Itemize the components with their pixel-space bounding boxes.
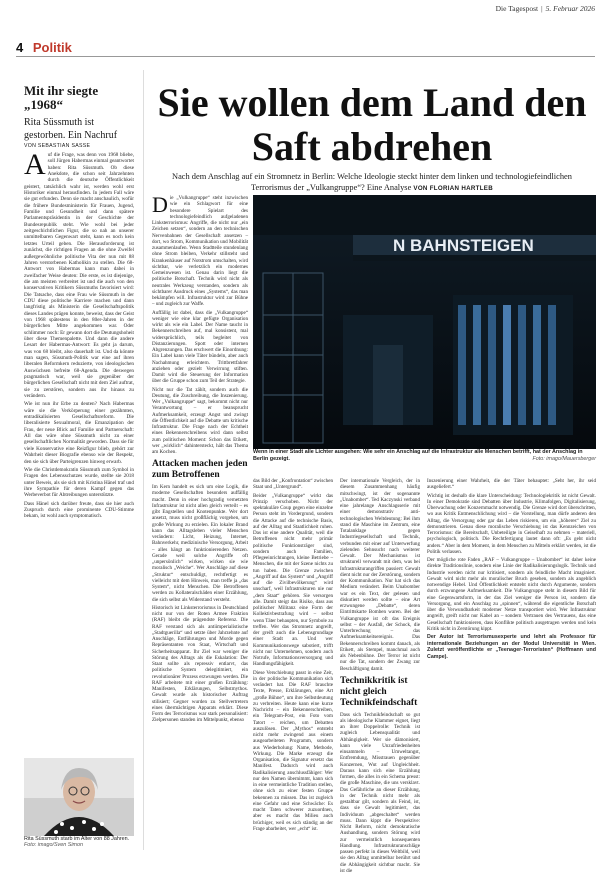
- section-header: [16, 40, 136, 56]
- masthead-date: 5. Februar 2026: [545, 4, 595, 13]
- photo-sign-text: N BAHNSTEIGEN: [393, 236, 534, 255]
- article-column-3: [340, 478, 420, 874]
- obituary-dropcap: A: [24, 148, 46, 181]
- article-deck: [152, 172, 592, 194]
- article-photo-caption-text: Wenn in einer Stadt alle Lichter ausgehen: Wie sehr ein Anschlag auf die Infrastruktur alle Menschen betrifft, hat der Anschlag in Berlin gezeigt.: [253, 449, 583, 462]
- masthead-paper: Die Tagespost: [495, 4, 539, 13]
- author-note: Der Autor ist Terrorismusexperte und lehrt als Professor für internationale Beziehungen an der Modul Universität in Wien. Zuletzt veröffentlichte er „Teenager-Terroristen“ (Hoffmann und Campe).: [427, 634, 596, 660]
- obituary-byline: VON SEBASTIAN SASSE: [24, 143, 91, 149]
- article-paragraph: Beider „Vulkangruppe“ wirkt das Prinzip verschoben. Nicht der spektakuläre Coup gegen eine einzelne Person steht im Vordergrund, sondern die Attacke auf die technische Basis, auf der Alltag und Staatlichkeit ruhen. Das ist eine andere Qualität, weil die Betroffenen nicht mehr primär politische Funktionsträger sind, sondern auch Familien, Pflegeeinrichtungen, kleine Betriebe – Menschen, die mit der Szene nichts zu tun haben. Die Grenze zwischen „Angriff auf das System“ und „Angriff auf die Zivilbevölkerung“ wird unscharf, weil Infrastrukturen nie nur „dem Staat“ gehören. Sie versorgen alle. Damit steigt das Risiko, dass aus politischer Militanz eine Form der Kollektivbestrafung wird – selbst wenn Täter behaupten, nur Symbole zu treffen. Wer das Stromnetz angreift, der greift auch die Lebensgrundlage einer Stadt an. Und wer Kommunikationswege sabotiert, trifft nicht nur Unternehmen, sondern auch Notrufe, Informationsversorgung und Handlungsfähigkeit.: [253, 492, 333, 668]
- article-byline: VON FLORIAN HARTLEB: [413, 184, 493, 192]
- article-photo-caption: [253, 449, 596, 463]
- station-sign-illustration: [253, 195, 596, 449]
- obituary-caption: [24, 836, 136, 849]
- article-paragraph: ie „Vulkangruppe“ steht inzwischen wie ein Schlagwort für eine besondere Spielart des technologiefeindlich aufgeladenen Linksterrorismus: Angriffe, die nicht nur „ein Zeichen setzen“, sondern an den technischen Nervenbahnen der Gesellschaft ansetzen – dort, wo Strom, Kommunikation und Mobilität zusammenlaufen. Wenn Stadtteile stundenlang ohne Strom bleiben, Verkehr stillsteht und Krankenhäuser auf Notstrom umschalten, wird sichtbar, wie verletzlich ein modernes Gemeinwesen ist. Genau darin liegt die politische Botschaft. Technik wird nicht als neutrales Werkzeug verstanden, sondern als sichtbarer Ausdruck eines „Systems“, das man bekämpfen will. Infrastruktur wird zur Bühne – und zugleich zur Waffe.: [152, 195, 248, 308]
- article-paragraph: Diese Verschiebung passt in eine Zeit, in der politische Kommunikation sich verändert hat. Die RAF brauchte Texte, Presse, Erklärungen, eine Art „große Bühne“, um ihre Selbstdeutung zu verbreiten. Heute kann eine kurze Nachricht – ein Bekennerschreiben, ein Telegram-Post, ein Foto vom Tatort – reichen, um Debatten auszulösen. Der „Mythos“ entsteht nicht mehr zwingend aus einem ausgearbeiteten Programm, sondern aus Wiederholung: Name, Methode, Wirkung. Die Marke erzeugt die Organisation, die Signatur ersetzt das Manifest. Dadurch wird auch Radikalisierung anschlussfähiger: Wer nur den Namen übernimmt, kann sich in eine vermeintliche Tradition stellen, ohne sich zu einer festen Gruppe bekennen zu müssen. Das ist zugleich eine Gefahr und eine Schwäche: Es macht Taten schwerer zuzuordnen, aber es macht das Milieu auch brüchiger, weil es sich ständig an der Frage abarbeitet, wer „echt“ ist.: [253, 669, 333, 832]
- article-paragraph: Im Kern handelt es sich um eine Logik, die moderne Gesellschaften besonders auffällig macht. Denn in einer hochgradig vernetzten Infrastruktur ist nicht allen gleich verteilt – es gibt Engstellen und Knotenpunkte. Wer dort ansetzt, muss nicht großflächig vorgehen, um große Wirkung zu erzielen. Ein lokaler Brand kann das Alltagsleben vieler Menschen verändern: Licht, Heizung, Internet, Bahnverkehr, medizinische Versorgung, Arbeit – alles hängt an funktionierenden Netzen. Gerade weil solche Angriffe oft „unpersönlich“ wirken, wirken sie wie moralisch „Weiche“. Wer Anschläge auf diese „Struktur“ entschuldigt, rechtfertigt es vielleicht mit dem Hinweis, man treffe ja „das System“, nicht Menschen. Die Betroffenen werden zu Kollateralschäden einer Erzählung, die sich selbst als Widerstand versteht.: [152, 484, 248, 603]
- obituary-sub-line1: Rita Süssmuth ist: [24, 117, 95, 128]
- article-column-1: [152, 192, 248, 855]
- article-headline: [152, 81, 592, 169]
- obituary-headline: [24, 84, 134, 113]
- article-paragraph: Dass sich Technikfeindschaft so gut als ideologische Klammer eignet, liegt an ihrer Doppelrolle: Technik ist zugleich Lebensqualität und Abhängigkeit. Wer sie dämonisiert, kann viele Unzufriedenheiten einsammeln – Umweltangst, Entfremdung, Misstrauen gegenüber Konzernen, Wut auf Ungleichheit. Daraus kann sich eine Erzählung formen, die alles in ein Schema presst: die große Maschine, die uns versklavt. Das Gefährliche an dieser Erzählung, in der Technik nicht mehr als gestaltbar gilt, sondern als Feind, ist, dass sie Gewalt legitimiert, das Individuum „abgeschaltet“ werden muss. Dann kippt die Perspektive: Nicht Reform, nicht demokratische Aushandlung, sondern Störung wird zur vermeintlich konsequenten Handlung. Infrastrukturanschläge passen perfekt in dieses Weltbild, weil sie den Alltag unmittelbar berührt und die Abhängigkeit sichtbar macht. Sie ist die: [340, 711, 420, 874]
- article-column-2: [253, 478, 333, 856]
- article-paragraph: Der mögliche rote Faden „RAF – Vulkangruppe – Unabomber“ ist daher keine direkte Traditionslinie, sondern eine Linie der Radikalisierungslogik. Technik und Industrie werden nicht nur kritisiert, sondern als feindliche Macht imaginiert. Gewalt wird nicht mehr als moralischer Bruch gesehen, sondern als angeblich notwendige Hebel. Und Öffentlichkeit entsteht nicht durch Argumente, sondern durch erzwungene Aufmerksamkeit. Die Vulkangruppe steht in diesem Bild für eine Gegenwartsform, in der das Ziel weniger die Person ist, sondern die Versorgung, und ein Anschlag zu „spinnen“, während die eigentliche Botschaft über die Verwundbarkeit moderner Netze transportiert wird. Wer Infrastruktur angreift, greift nicht nur Kabel an – sondern Vertrauen des Vertrauens, das eine Gesellschaft funktionieren, dass Konflikte politisch ausgetragen werden und kein Kritik nicht in Zerstörung kippt.: [427, 557, 596, 632]
- obituary-sub-line2: gestorben. Ein Nachruf: [24, 129, 118, 141]
- article-column-4: [427, 478, 596, 856]
- article-headline-line1: Sie wollen dem Land den: [157, 80, 587, 125]
- obituary-caption-credit: Foto: imago/Sven Simon: [24, 842, 84, 849]
- section-name: Politik: [32, 40, 72, 55]
- article-paragraph: Nicht nur die Tat zählt, sondern auch die Deutung, die Zuschreibung, die Inszenierung. Wer „Vulkangruppe“ sagt, bekommt nicht nur Verantwortung – er beansprucht Aufmerksamkeit, erzeugt Angst und zwingt die Öffentlichkeit auf die Debatte um kritische Infrastruktur. Die Frage nach der Echtheit eines Bekennerschreibens wird dann selbst zum politischen Moment: Schon das Etikett, wer „wirklich“ dahintersteckt, hält das Thema am Kochen.: [152, 386, 248, 455]
- article-paragraph: Historisch ist Linksterrorismus in Deutschland nicht nur von der Roten Armee Fraktion (RAF) bleibt die prägendste Referenz. Die RAF verstand sich als antiimperialistische „Stadtguerilla“ und setzte über Jahrzehnte auf Anschläge, Entführungen und Morde gegen Repräsentanten von Staat, Wirtschaft und Sicherheitsapparat. Ihr Ziel war weniger die Störung des Alltags als die Eskalation: Der Staat sollte als repressiv entlarvt, das politische System delegitimiert, ein revolutionärer Prozess erzwungen werden. Die RAF arbeitete mit einer großen Erzählung: Manifesten, Erklärungen, Selbstmythos. Gewalt wurde als historischer Auftrag stilisiert; Gegner wurden zu Stellvertretern eines übermächtigen Apparats erklärt. Diese Form des Terrorismus war stark personalisiert: Zielpersonen standen im Mittelpunkt, ebenso: [152, 604, 248, 724]
- article-deck-text: Nach dem Anschlag auf ein Stromnetz in Berlin: Welche Ideologie steckt hinter dem linken und technologiefeindlichen Terrorismus der „Vulkangruppe“? Eine Analyse: [172, 172, 572, 192]
- obituary-headline-line2: „1968“: [24, 97, 63, 113]
- article-paragraph: Auffällig ist dabei, dass die „Vulkangruppe“ weniger wie eine klar gefügte Organisation wirkt als wie ein Label. Der Name taucht in Bekennerschreiben auf, mal konsistent, mal widersprüchlich, teils begleitet von Distanzierungen. Spott oder internen Abgrenzungen. Das erschwert die Einordnung: Ein Label kann viele Täter bündeln, aber auch Nachahmung erleichtern. Trittbrettfahrer anziehen oder gezielt Verwirrung stiften. Damit wird die Steuerung der Information über die Gruppe schon zum Teil der Strategie.: [152, 309, 248, 385]
- portrait-illustration: [24, 758, 134, 836]
- header-rule: [16, 56, 595, 57]
- article-paragraph: Inszenierung einer Wahrheit, die der Täter behauptet: „Seht her, ihr seid ausgeliefert.“: [427, 478, 596, 491]
- obituary-paragraph: uf die Frage, was denn von 1968 bliebe, soll Jürgen Habermas einmal geantwortet haben: Rita Süssmuth. Ob diese Anekdote, die schon seit Jahrzehnten durch die deutsche Öffentlichkeit geistert, tatsächlich wahr ist, werden wohl erst Historiker einmal herausfinden. In jedem Fall wäre sie gut erfunden. Denn sie macht anschaulich, wofür die frühere Bundesministerin für Frauen, Jugend, Familie und Gesundheit und dann spätere Parlamentspräsidentin in der Geschichte der Bundesrepublik steht. Wie wohl bei jeder zeitgeschichtlichen Figur, die so nah an unserer unmittelbaren Gegenwart steht, kann es noch kein letztes Urteil geben. Die Herausforderung ist zunächst, die richtigen Fragen an die ohne Zweifel außergewöhnliche politische Vita der nun mit 88 Jahren verstorbenen Katholikin zu stellen. Die 68-Antwort von Habermas kann man dabei in zweifacher Weise deuten: Die erste, es ist diejenige, die am meisten verbreitet ist und die auch von den konservativen Kritikern Süssmuths favorisiert wird: Die Tatsache, dass eine Frau wie Süssmuth in der CDU diese politische Karriere machen und dann langfristig als Ministerin die Gesellschaftspolitik dieses Landes prägen konnte, beweist, dass der Geist von 1968 spätestens in den 80er-Jahren in der bürgerlichen Mitte angekommen war. Oder schlimmer noch: Er gewann dort die Deutungshoheit über diese Themenpalette. Und dann die andere Lesart der Habermas-Antwort: Es geht ja darum, was von 68 bleibt, also dauerhaft ist. Und da könnte man sagen, Süssmuth-Politik war eine auf ihren liberalen Reformkern reduzierte, von ideologischen Auswüchsen befreite 68-Agenda. Die deswegen pragmatisch war, weil sie gegenüber der bürgerlichen Gesellschaft nicht mit dem Ziel auftrat, sie zu zerstören, sondern aus ihr hinaus zu verändern.: [24, 152, 134, 400]
- obituary-headline-line1: Mit ihr siegte: [24, 83, 99, 98]
- article-photo: [253, 195, 596, 449]
- page-number: 4: [16, 40, 24, 55]
- obituary-portrait-photo: [24, 758, 134, 836]
- article-subheading: Attacken machen jeden zum Betroffenen: [152, 459, 248, 481]
- article-photo-credit: Foto: imago/Mauersberger: [532, 455, 596, 462]
- article-paragraph: Wichtig ist deshalb die klare Unterscheidung: Technologiekritik ist nicht Gewalt. In einer Demokratie sind Debatten über Industrie, Klimafolgen, Digitalisierung, Überwachung oder Konzernmacht notwendig. Die Grenze wird dort überschritten, wo aus Kritik Entmenschlichung wird – die Vorstellung, man dürfe anderen den Alltag, die Versorgung oder gar das Leben riskieren, um ein „höheres“ Ziel zu demonstrieren. Genau diese moralische Verschiebung ist das Kennzeichen von Terrorismus: die Bereitschaft, Unbeteiligte in Geiselhaft zu nehmen – materiell, psychologisch, politisch. Die Rechtfertigung lautet dann oft: „Es geht nicht anders.“ Aber in dem Moment, in dem Menschen zu Mitteln erklärt werden, ist die Politik verlassen.: [427, 492, 596, 555]
- obituary-paragraph: Wie die Christdemokratin Süssmuth zum Symbol in Fragen des Lebensschutzes wurde, stellte sie 2018 unter Beweis, als sie sich mit Kristina Hänel traf und ihre Sympathie für deren Kampf gegen das Werbeverbot für Abtreibungen unterstützte.: [24, 466, 134, 499]
- article-headline-line2: Saft abdrehen: [251, 124, 493, 169]
- article-paragraph: Der internationale Vergleich, der in diesem Zusammenhang häufig mitschwingt, ist der sogenannte „Unabomber“. Ted Kaczynski verband eine jahrelange Anschlagsserie mit einer demonstrativ anti-technologischen Weltdeutung: Bei ihm stand die Maschine im Zentrum, eine Totalanklage gegen Industriegesellschaft und Technik, verbunden mit einer auf Unterwerfung zielenden Sehnsucht nach weiterer Gewalt. Der Mechanismus ist strukturell verwandt mit dem, was bei Infrastrukturangriffen passiert: Gewalt dient nicht nur der Zerstörung, sondern der Kommunikation. Nur hat sich das Medium verändert. Beim Unabomber war es ein Text, der gelesen und diskutiert werden sollte – eine Art erzwungene „Debatte“, deren Eintrittskarte Bomben waren. Bei der Vulkangruppe ist oft das Ereignis selbst – der Ausfall, der Schock, die Unterbrechung – das Aufmerksamkeitsereignis. Das Bekennerschreiben kommt danach, als Etikett, als Stempel, manchmal auch als Nebenbühne. Der Terror ist nicht nur die Tat, sondern der Zwang zur Beschäftigung damit.: [340, 478, 420, 672]
- article-paragraph: das Bild der „Konfrontation“ zwischen Staat und „Untergrund“.: [253, 478, 333, 491]
- obituary-paragraph: Dass Hänel sich darüber freute, dass sie hier auch Zuspruch durch eine prominente CDU-Stimme bekam, ist wohl auch symptomatisch.: [24, 500, 134, 520]
- obituary-body: [24, 148, 134, 812]
- obituary-caption-text: Rita Süssmuth starb im Alter von 88 Jahren.: [24, 836, 130, 842]
- article-dropcap: D: [152, 192, 168, 217]
- obituary-paragraph: Wie ist nun ihr Erbe zu deuten? Nach Habermas wäre sie die Verkörperung einer gezähmten, entradikalisierten Gesellschaftsreform. Die liberalisierte Sexualmoral, die Emanzipation der Frau, der neue Blick auf Familie und Partnerschaft: All das wäre ohne Süssmuth nicht zu einer gesellschaftlichen Normalität geworden. Dass sie für viele Konservative eine Reizfigur blieb, gehört zur Wahrheit dieser Biografie ebenso wie der Respekt, den sie sich über Parteigrenzen hinweg erwarb.: [24, 401, 134, 465]
- column-divider: [143, 70, 144, 850]
- masthead: Die Tagespost | 5. Februar 2026: [495, 4, 595, 13]
- article-subheading: Technikkritik ist nicht gleich Technikfeindschaft: [340, 675, 418, 708]
- obituary-subheadline: [24, 117, 144, 142]
